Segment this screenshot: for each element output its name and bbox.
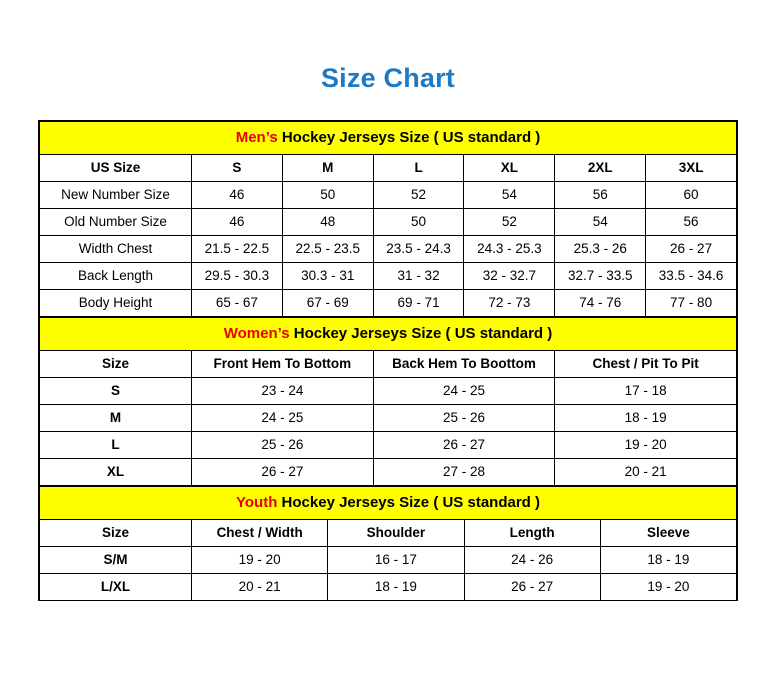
youth-row-1-label: L/XL	[40, 574, 192, 601]
womens-banner-cell	[40, 318, 737, 351]
table-row	[40, 520, 737, 547]
womens-row-3-label: XL	[40, 459, 192, 486]
womens-row-0-label: S	[40, 378, 192, 405]
mens-banner-cell	[40, 122, 737, 155]
mens-header-0: US Size	[40, 155, 192, 182]
page-title: Size Chart	[320, 63, 456, 93]
youth-row-1-cell-3: 26 - 27	[464, 574, 600, 601]
mens-row-1-cell-1: 46	[192, 209, 283, 236]
youth-header-4: Sleeve	[600, 520, 736, 547]
mens-header-4: XL	[464, 155, 555, 182]
womens-row-1-cell-2: 25 - 26	[373, 405, 555, 432]
womens-header-3: Chest / Pit To Pit	[555, 351, 737, 378]
mens-banner-accent: Men’s	[235, 129, 278, 146]
table-row	[40, 236, 737, 263]
youth-row-1-cell-2: 18 - 19	[328, 574, 464, 601]
youth-header-1: Chest / Width	[192, 520, 328, 547]
mens-row-3-cell-1: 29.5 - 30.3	[192, 263, 283, 290]
table-row	[40, 290, 737, 317]
table-row	[40, 432, 737, 459]
mens-header-1: S	[192, 155, 283, 182]
mens-row-1-cell-3: 50	[373, 209, 464, 236]
womens-row-0-cell-3: 17 - 18	[555, 378, 737, 405]
table-row	[40, 574, 737, 601]
youth-row-0-label: S/M	[40, 547, 192, 574]
mens-row-0-cell-5: 56	[555, 182, 646, 209]
mens-header-6: 3XL	[646, 155, 737, 182]
womens-banner-row	[40, 318, 737, 351]
mens-banner-rest: Hockey Jerseys Size ( US standard )	[277, 129, 541, 146]
womens-row-1-cell-1: 24 - 25	[192, 405, 374, 432]
mens-row-2-cell-6: 26 - 27	[646, 236, 737, 263]
table-row	[40, 155, 737, 182]
mens-row-1-cell-6: 56	[646, 209, 737, 236]
mens-row-2-cell-4: 24.3 - 25.3	[464, 236, 555, 263]
youth-row-1-cell-4: 19 - 20	[600, 574, 736, 601]
mens-row-4-label: Body Height	[40, 290, 192, 317]
mens-row-0-cell-4: 54	[464, 182, 555, 209]
mens-row-3-cell-2: 30.3 - 31	[282, 263, 373, 290]
mens-row-4-cell-4: 72 - 73	[464, 290, 555, 317]
youth-row-0-cell-2: 16 - 17	[328, 547, 464, 574]
womens-row-2-cell-2: 26 - 27	[373, 432, 555, 459]
womens-row-2-label: L	[40, 432, 192, 459]
table-row	[40, 263, 737, 290]
size-tables	[38, 120, 738, 601]
womens-header-1: Front Hem To Bottom	[192, 351, 374, 378]
table-row	[40, 459, 737, 486]
youth-row-0-cell-4: 18 - 19	[600, 547, 736, 574]
table-row	[40, 351, 737, 378]
mens-row-4-cell-5: 74 - 76	[555, 290, 646, 317]
mens-row-4-cell-1: 65 - 67	[192, 290, 283, 317]
womens-row-2-cell-1: 25 - 26	[192, 432, 374, 459]
mens-row-0-cell-2: 50	[282, 182, 373, 209]
mens-row-0-cell-3: 52	[373, 182, 464, 209]
mens-row-1-cell-2: 48	[282, 209, 373, 236]
womens-row-1-label: M	[40, 405, 192, 432]
womens-size-table	[39, 317, 737, 486]
mens-row-4-cell-2: 67 - 69	[282, 290, 373, 317]
mens-header-2: M	[282, 155, 373, 182]
youth-header-2: Shoulder	[328, 520, 464, 547]
youth-size-table	[39, 486, 737, 601]
mens-row-4-cell-3: 69 - 71	[373, 290, 464, 317]
mens-row-2-cell-3: 23.5 - 24.3	[373, 236, 464, 263]
table-row	[40, 182, 737, 209]
mens-row-0-cell-1: 46	[192, 182, 283, 209]
womens-banner-accent: Women’s	[223, 325, 290, 342]
youth-banner-rest: Hockey Jerseys Size ( US standard )	[277, 494, 540, 511]
womens-banner-rest: Hockey Jerseys Size ( US standard )	[289, 325, 553, 342]
table-row	[40, 547, 737, 574]
table-row	[40, 209, 737, 236]
mens-row-2-cell-2: 22.5 - 23.5	[282, 236, 373, 263]
mens-row-0-cell-6: 60	[646, 182, 737, 209]
mens-row-1-label: Old Number Size	[40, 209, 192, 236]
womens-row-3-cell-3: 20 - 21	[555, 459, 737, 486]
mens-row-2-label: Width Chest	[40, 236, 192, 263]
mens-header-3: L	[373, 155, 464, 182]
mens-row-3-cell-4: 32 - 32.7	[464, 263, 555, 290]
mens-row-0-label: New Number Size	[40, 182, 192, 209]
mens-row-4-cell-6: 77 - 80	[646, 290, 737, 317]
womens-row-0-cell-1: 23 - 24	[192, 378, 374, 405]
womens-row-2-cell-3: 19 - 20	[555, 432, 737, 459]
mens-row-3-cell-5: 32.7 - 33.5	[555, 263, 646, 290]
mens-row-2-cell-5: 25.3 - 26	[555, 236, 646, 263]
mens-row-3-cell-3: 31 - 32	[373, 263, 464, 290]
youth-header-3: Length	[464, 520, 600, 547]
womens-row-1-cell-3: 18 - 19	[555, 405, 737, 432]
womens-header-0: Size	[40, 351, 192, 378]
womens-row-0-cell-2: 24 - 25	[373, 378, 555, 405]
mens-row-3-cell-6: 33.5 - 34.6	[646, 263, 737, 290]
youth-row-0-cell-3: 24 - 26	[464, 547, 600, 574]
youth-row-0-cell-1: 19 - 20	[192, 547, 328, 574]
mens-row-1-cell-5: 54	[555, 209, 646, 236]
youth-header-0: Size	[40, 520, 192, 547]
womens-header-2: Back Hem To Boottom	[373, 351, 555, 378]
mens-header-5: 2XL	[555, 155, 646, 182]
youth-banner-accent: Youth	[236, 494, 278, 511]
table-row	[40, 405, 737, 432]
youth-banner-row	[40, 487, 737, 520]
mens-row-1-cell-4: 52	[464, 209, 555, 236]
table-row	[40, 378, 737, 405]
mens-row-3-label: Back Length	[40, 263, 192, 290]
mens-size-table	[39, 121, 737, 317]
youth-banner-cell	[40, 487, 737, 520]
mens-banner-row	[40, 122, 737, 155]
womens-row-3-cell-2: 27 - 28	[373, 459, 555, 486]
mens-row-2-cell-1: 21.5 - 22.5	[192, 236, 283, 263]
youth-row-1-cell-1: 20 - 21	[192, 574, 328, 601]
womens-row-3-cell-1: 26 - 27	[192, 459, 374, 486]
